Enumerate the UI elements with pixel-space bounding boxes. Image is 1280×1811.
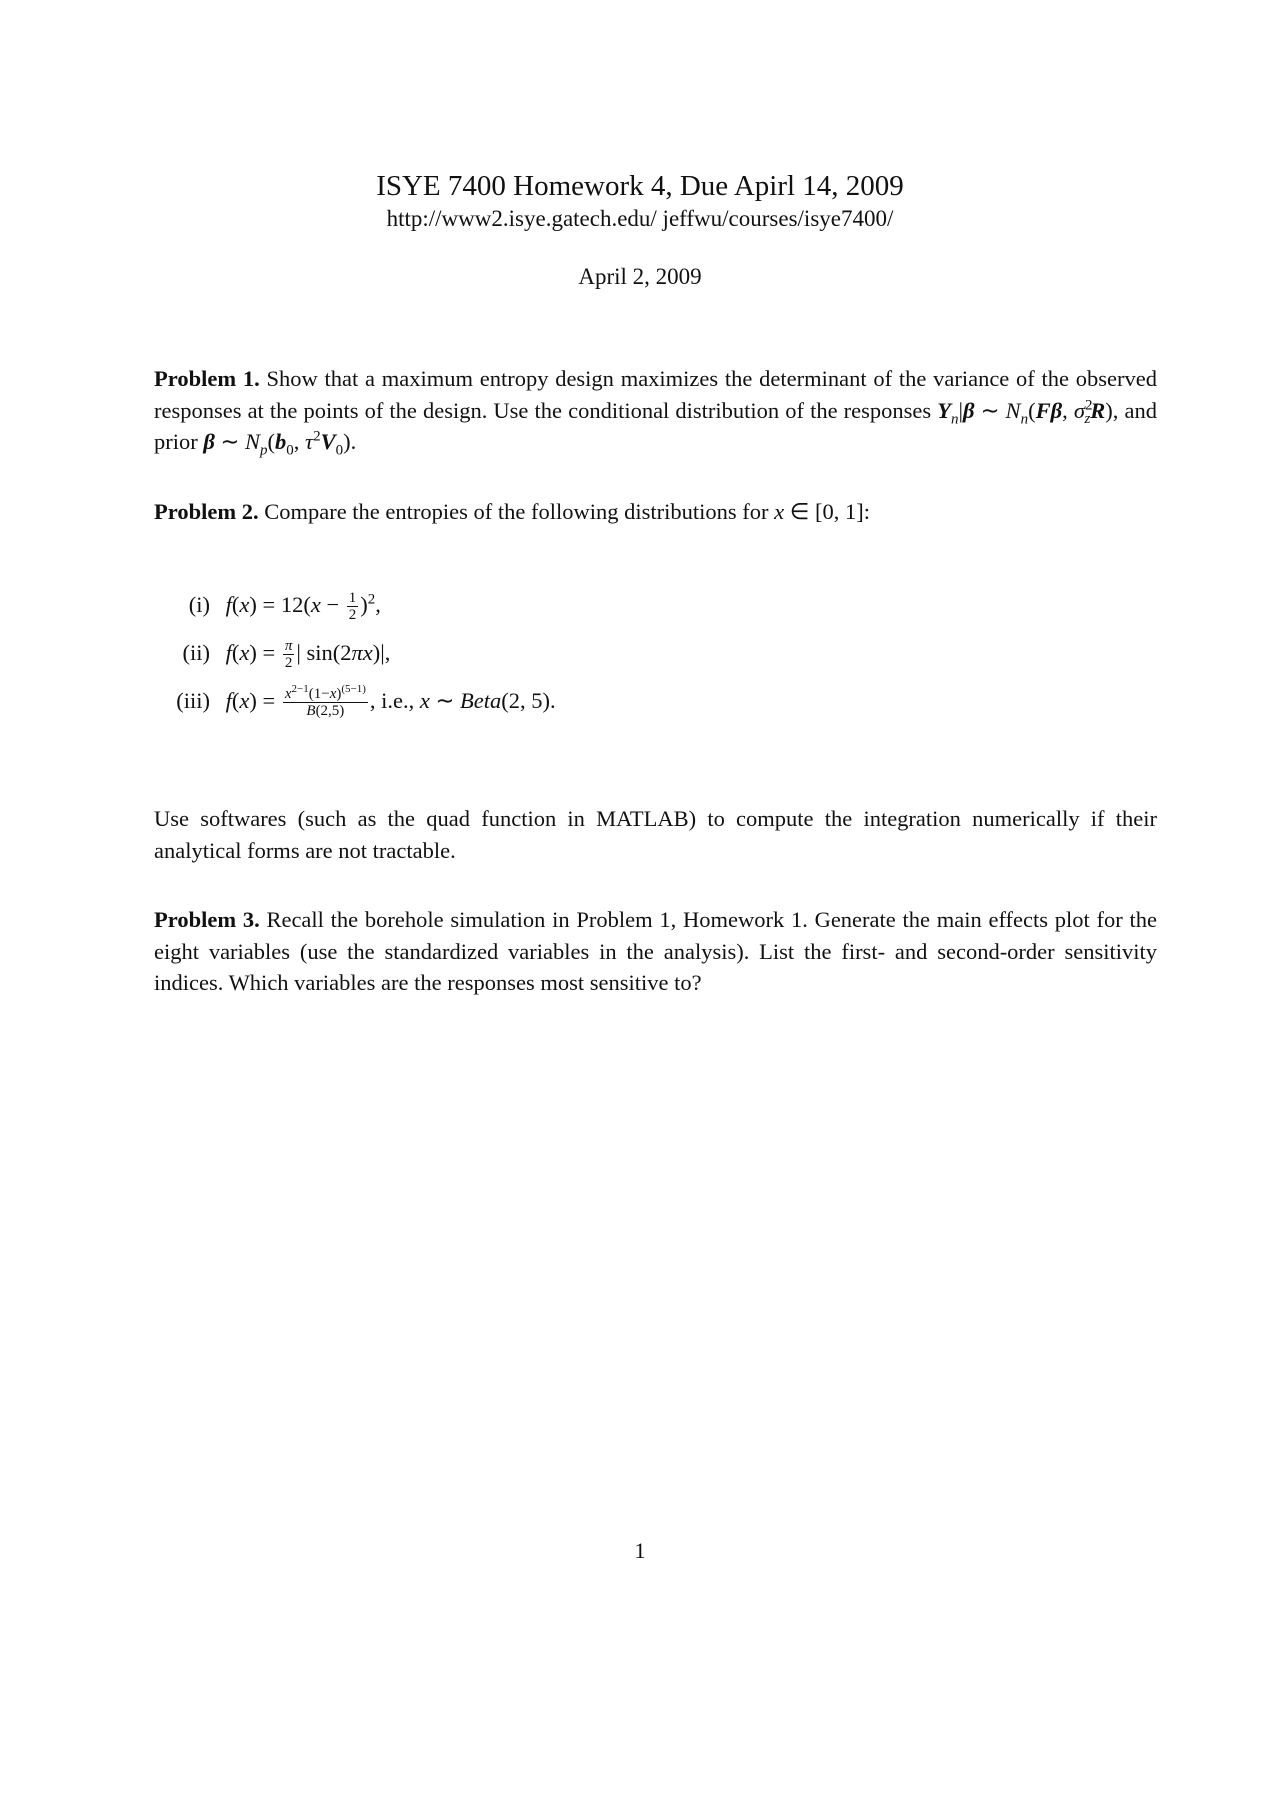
distribution-formula: f(x) = $\frac{\pi}{2}$ | sin(2πx)|, (225, 638, 391, 672)
problem-1-label: Problem 1. (154, 366, 260, 391)
distribution-formula: f(x) = $\frac{x^{2-1}(1-x)^{(5-1)}}{B(2,5)}$ (225, 683, 366, 720)
problem-3-text: Recall the borehole simulation in Problem 1, Homework 1. Generate the main effects plot for the eight variables (use the standardized variables in the analysis). List the first- and second-order sensitivity indices. Which variables are the responses most sensitive to? (154, 907, 1157, 995)
problem-1-formula-conditional: $Y_n|\beta$ ∼ $N_n(F\beta$, $\sigma^2_zR$) (937, 397, 1113, 427)
problem-1-text-b: , and prior (154, 397, 1157, 454)
problem-3-label: Problem 3. (154, 907, 260, 932)
document-date: April 2, 2009 (578, 264, 702, 289)
course-url: http://www2.isye.gatech.edu/ jeffwu/courses/isye7400/ (386, 206, 894, 231)
distribution-item-2 (150, 638, 556, 686)
problem-1-text-a: Show that a maximum entropy design maximizes the determinant of the variance of the observed responses at the points of the design. Use the conditional distribution of the responses (154, 366, 1158, 423)
title-block (0, 168, 1280, 292)
distribution-formula: f(x) = 12(x − $\frac{1}{2}$ )$^2$, (225, 590, 381, 624)
document-title: ISYE 7400 Homework 4, Due Apirl 14, 2009 (376, 170, 904, 202)
problem-1 (154, 363, 1157, 458)
page-number: 1 (634, 1538, 646, 1563)
distribution-item-1 (150, 590, 556, 638)
problem-2-domain: x ∈ [0, 1]: (774, 499, 870, 524)
problem-2-text: Compare the entropies of the following distributions for (264, 499, 769, 524)
distribution-item-number: (i) (188, 592, 210, 617)
distribution-item-number: (ii) (182, 640, 210, 665)
distribution-item-3-suffix: , i.e., (369, 688, 415, 713)
distribution-item-3 (150, 683, 556, 734)
distribution-item-number: (iii) (176, 688, 210, 713)
problem-1-formula-prior: β ∼ $N_p(b_0$, $\tau^2V_0$). (203, 428, 357, 459)
distribution-list (150, 590, 556, 734)
problem-2 (154, 496, 1157, 528)
problem-3 (154, 904, 1157, 999)
distribution-beta: x ∼ Beta(2, 5). (419, 688, 556, 713)
softwares-note: Use softwares (such as the quad function in MATLAB) to compute the integration numerically if their analytical forms are not tractable. (154, 806, 1157, 863)
problem-2-label: Problem 2. (154, 499, 259, 524)
